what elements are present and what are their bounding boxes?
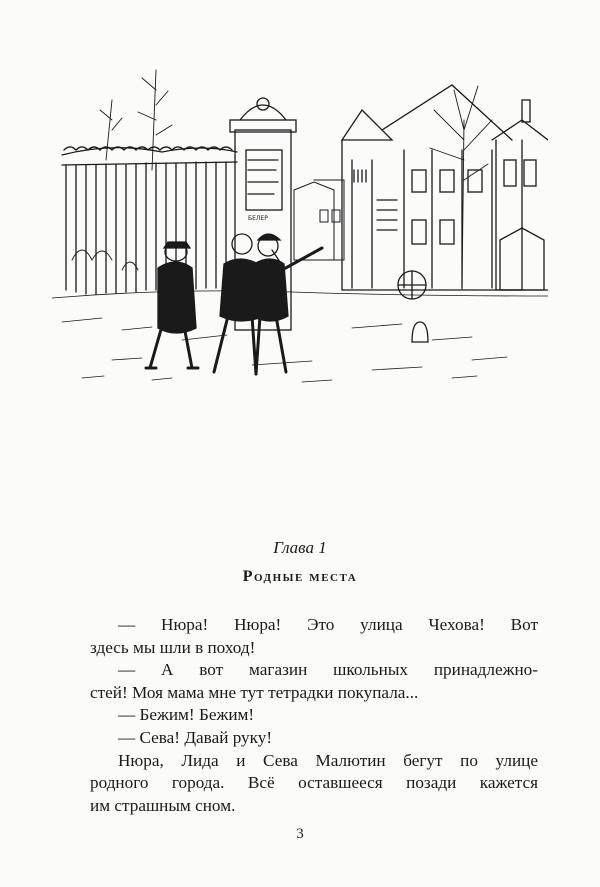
children-figures	[146, 234, 322, 374]
text-line: стей! Моя мама мне тут тетрадки покупала...	[90, 682, 419, 702]
wooden-house	[342, 85, 522, 299]
body-text	[90, 614, 538, 817]
text-line: — А вот магазин школьных принадлежно-	[118, 660, 538, 680]
text-line: — Сева! Давай руку!	[118, 727, 273, 747]
text-line: родного города. Всё оставшееся позади кажется	[90, 773, 538, 793]
street-illustration	[52, 60, 548, 400]
text-line: — Нюра! Нюра! Это улица Чехова! Вот	[118, 615, 538, 634]
text-line: им страшным сном.	[90, 795, 236, 815]
chapter-title: Родные места	[242, 568, 358, 585]
page-number: 3	[296, 826, 304, 842]
bollard	[412, 322, 428, 342]
poster-text: БЕЛЕР	[248, 215, 268, 222]
ground-hatching	[52, 291, 548, 382]
trees	[72, 70, 172, 270]
text-line: Нюра, Лида и Сева Малютин бегут по улице	[118, 750, 538, 770]
fence	[62, 147, 237, 294]
bare-tree-right	[430, 86, 492, 290]
chapter-number: Глава 1	[273, 538, 327, 557]
text-line: — Бежим! Бежим!	[118, 705, 255, 725]
text-line: здесь мы шли в поход!	[90, 637, 256, 657]
